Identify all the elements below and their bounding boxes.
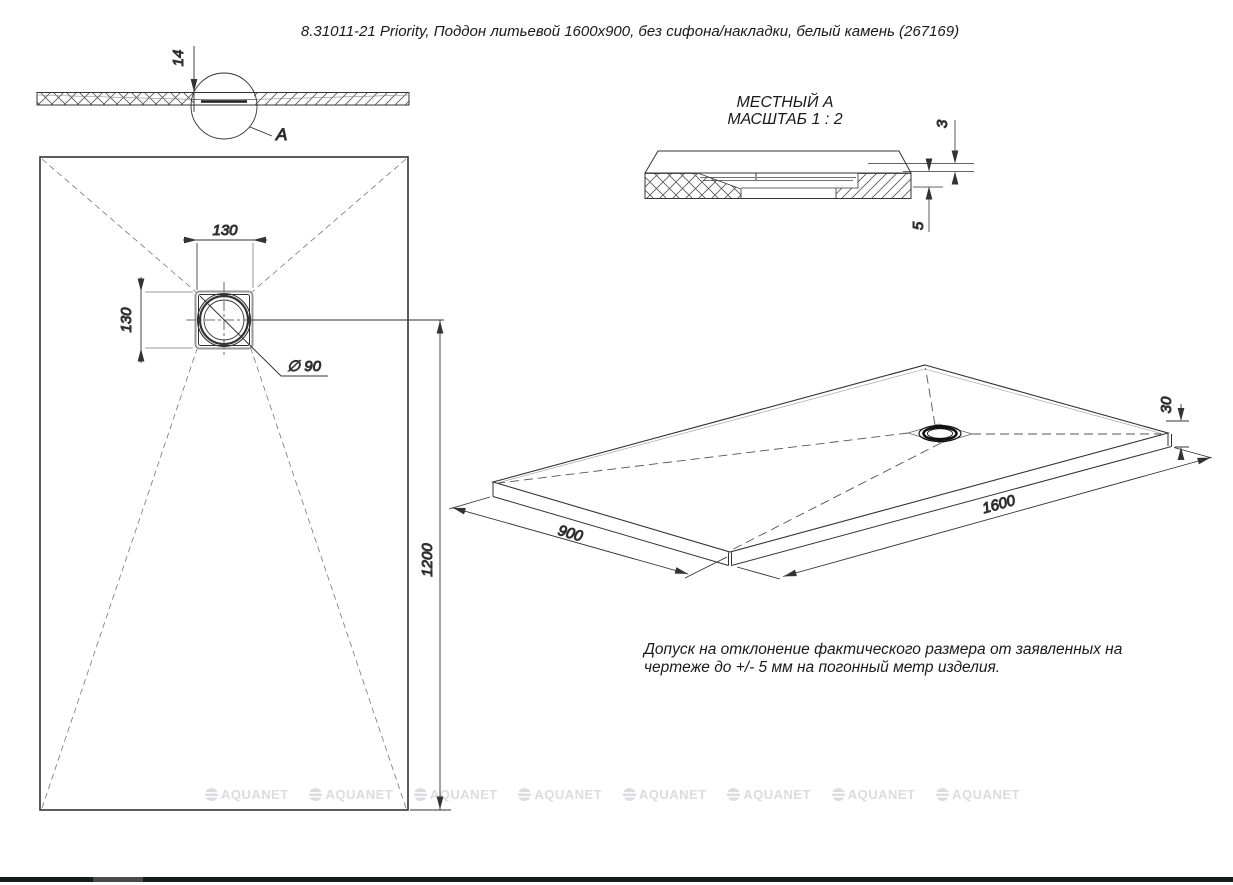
tray-top-face: [493, 365, 1168, 552]
dim-drain-diameter: ∅ 90: [287, 358, 321, 375]
watermark-text: AQUANET: [847, 787, 916, 802]
watermark-text: AQUANET: [534, 787, 603, 802]
tolerance-line-1: Допуск на отклонение фактического размера от заявленных на: [644, 641, 1123, 658]
dim-30: 30: [1158, 396, 1175, 414]
plan-view: [40, 157, 451, 810]
watermark-text: AQUANET: [952, 787, 1020, 802]
watermark-text: AQUANET: [429, 787, 498, 802]
page-title: 8.31011-21 Priority, Поддон литьевой 1600x900, без сифона/накладки, белый камень (267169): [300, 23, 960, 40]
drain-plate-section: [201, 100, 247, 103]
detail-view: [645, 119, 974, 232]
watermark-text: AQUANET: [743, 787, 812, 802]
watermark-text: AQUANET: [638, 787, 707, 802]
section-view: [37, 46, 409, 144]
iso-view: [449, 365, 1212, 579]
dim-14: 14: [170, 49, 187, 67]
dim-5: 5: [910, 221, 927, 231]
dim-900: 900: [555, 522, 585, 546]
tolerance-line-2: чертеже до +/- 5 мм на погонный метр изделия.: [644, 658, 1001, 676]
bottom-bar-segment: [93, 877, 143, 882]
detail-circle-a: [191, 73, 257, 139]
watermark-text: AQUANET: [325, 787, 394, 802]
dim-1600: 1600: [980, 492, 1018, 518]
slope-lines-iso: [499, 368, 1161, 549]
dim-3: 3: [934, 119, 951, 129]
detail-label-a: A: [276, 125, 288, 144]
tray-outline-plan: [40, 157, 408, 810]
watermark-text: AQUANET: [221, 787, 289, 802]
detail-view-title: МЕСТНЫЙ А: [736, 94, 834, 111]
slope-lines: [42, 159, 406, 808]
dim-130-horizontal: 130: [212, 222, 238, 239]
dim-1200: 1200: [419, 543, 436, 577]
dim-130-vertical: 130: [118, 307, 135, 333]
bottom-bar: [0, 877, 1233, 882]
detail-view-scale: МАСШТАБ 1 : 2: [727, 111, 843, 128]
